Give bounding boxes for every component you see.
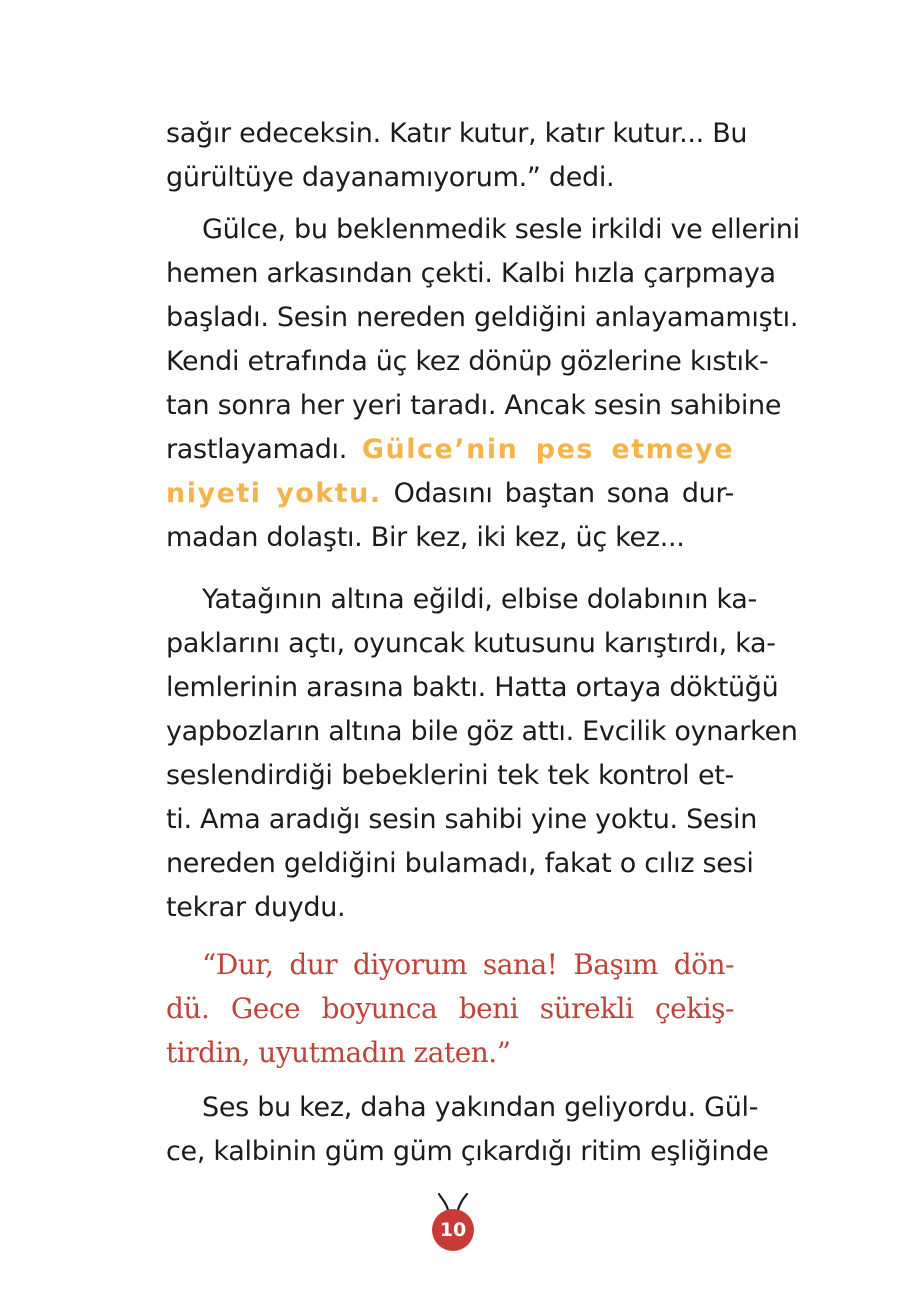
text-line: başladı. Sesin nereden geldiğini anlayamamıştı.: [166, 302, 799, 333]
text-line: yapbozların altına bile göz attı. Evcilik oynarken: [166, 716, 798, 747]
quote-line: dü. Gece boyunca beni sürekli çekiş-: [166, 992, 734, 1025]
text-line: Yatağının altına eğildi, elbise dolabının ka-: [202, 584, 757, 615]
text-line: Ses bu kez, daha yakından geliyordu. Gül-: [202, 1092, 759, 1123]
text-segment: rastlayamadı.: [166, 434, 362, 465]
text-line: tekrar duydu.: [166, 892, 346, 923]
page-number-badge: [431, 1190, 475, 1254]
quote-line: “Dur, dur diyorum sana! Başım dön-: [202, 948, 734, 981]
highlighted-phrase: niyeti yoktu.: [166, 478, 382, 509]
quote-paragraph: [166, 943, 734, 1075]
highlighted-phrase: Gülce’nin pes etmeye: [361, 434, 735, 465]
page-number: 10: [439, 1219, 467, 1241]
text-line: tan sonra her yeri taradı. Ancak sesin sahibine: [166, 390, 782, 421]
text-line: paklarını açtı, oyuncak kutusunu karıştırdı, ka-: [166, 628, 776, 659]
paragraph-1: [166, 112, 748, 200]
text-line: ce, kalbinin güm güm çıkardığı ritim eşliğinde: [166, 1136, 769, 1167]
text-line: lemlerinin arasına baktı. Hatta ortaya döktüğü: [166, 672, 779, 703]
paragraph-2: [166, 208, 800, 560]
text-line-mixed: [166, 428, 734, 472]
text-line: madan dolaştı. Bir kez, iki kez, üç kez...: [166, 522, 685, 553]
text-line: ti. Ama aradığı sesin sahibi yine yoktu. Sesin: [166, 804, 758, 835]
paragraph-5: [166, 1086, 769, 1174]
text-line: Kendi etrafında üç kez dönüp gözlerine kıstık-: [166, 346, 769, 377]
text-line: sağır edeceksin. Katır kutur, katır kutur... Bu: [166, 118, 748, 149]
text-line-mixed: [166, 472, 734, 516]
text-segment: Odasını baştan sona dur-: [381, 478, 734, 509]
text-line: gürültüye dayanamıyorum.” dedi.: [166, 162, 615, 193]
quote-line: tirdin, uyutmadın zaten.”: [166, 1036, 511, 1069]
text-line: hemen arkasından çekti. Kalbi hızla çarpmaya: [166, 258, 776, 289]
text-line: Gülce, bu beklenmedik sesle irkildi ve ellerini: [202, 214, 800, 245]
text-line: nereden geldiğini bulamadı, fakat o cılız sesi: [166, 848, 754, 879]
text-line: seslendirdiği bebeklerini tek tek kontrol et-: [166, 760, 734, 791]
paragraph-3: [166, 578, 798, 930]
